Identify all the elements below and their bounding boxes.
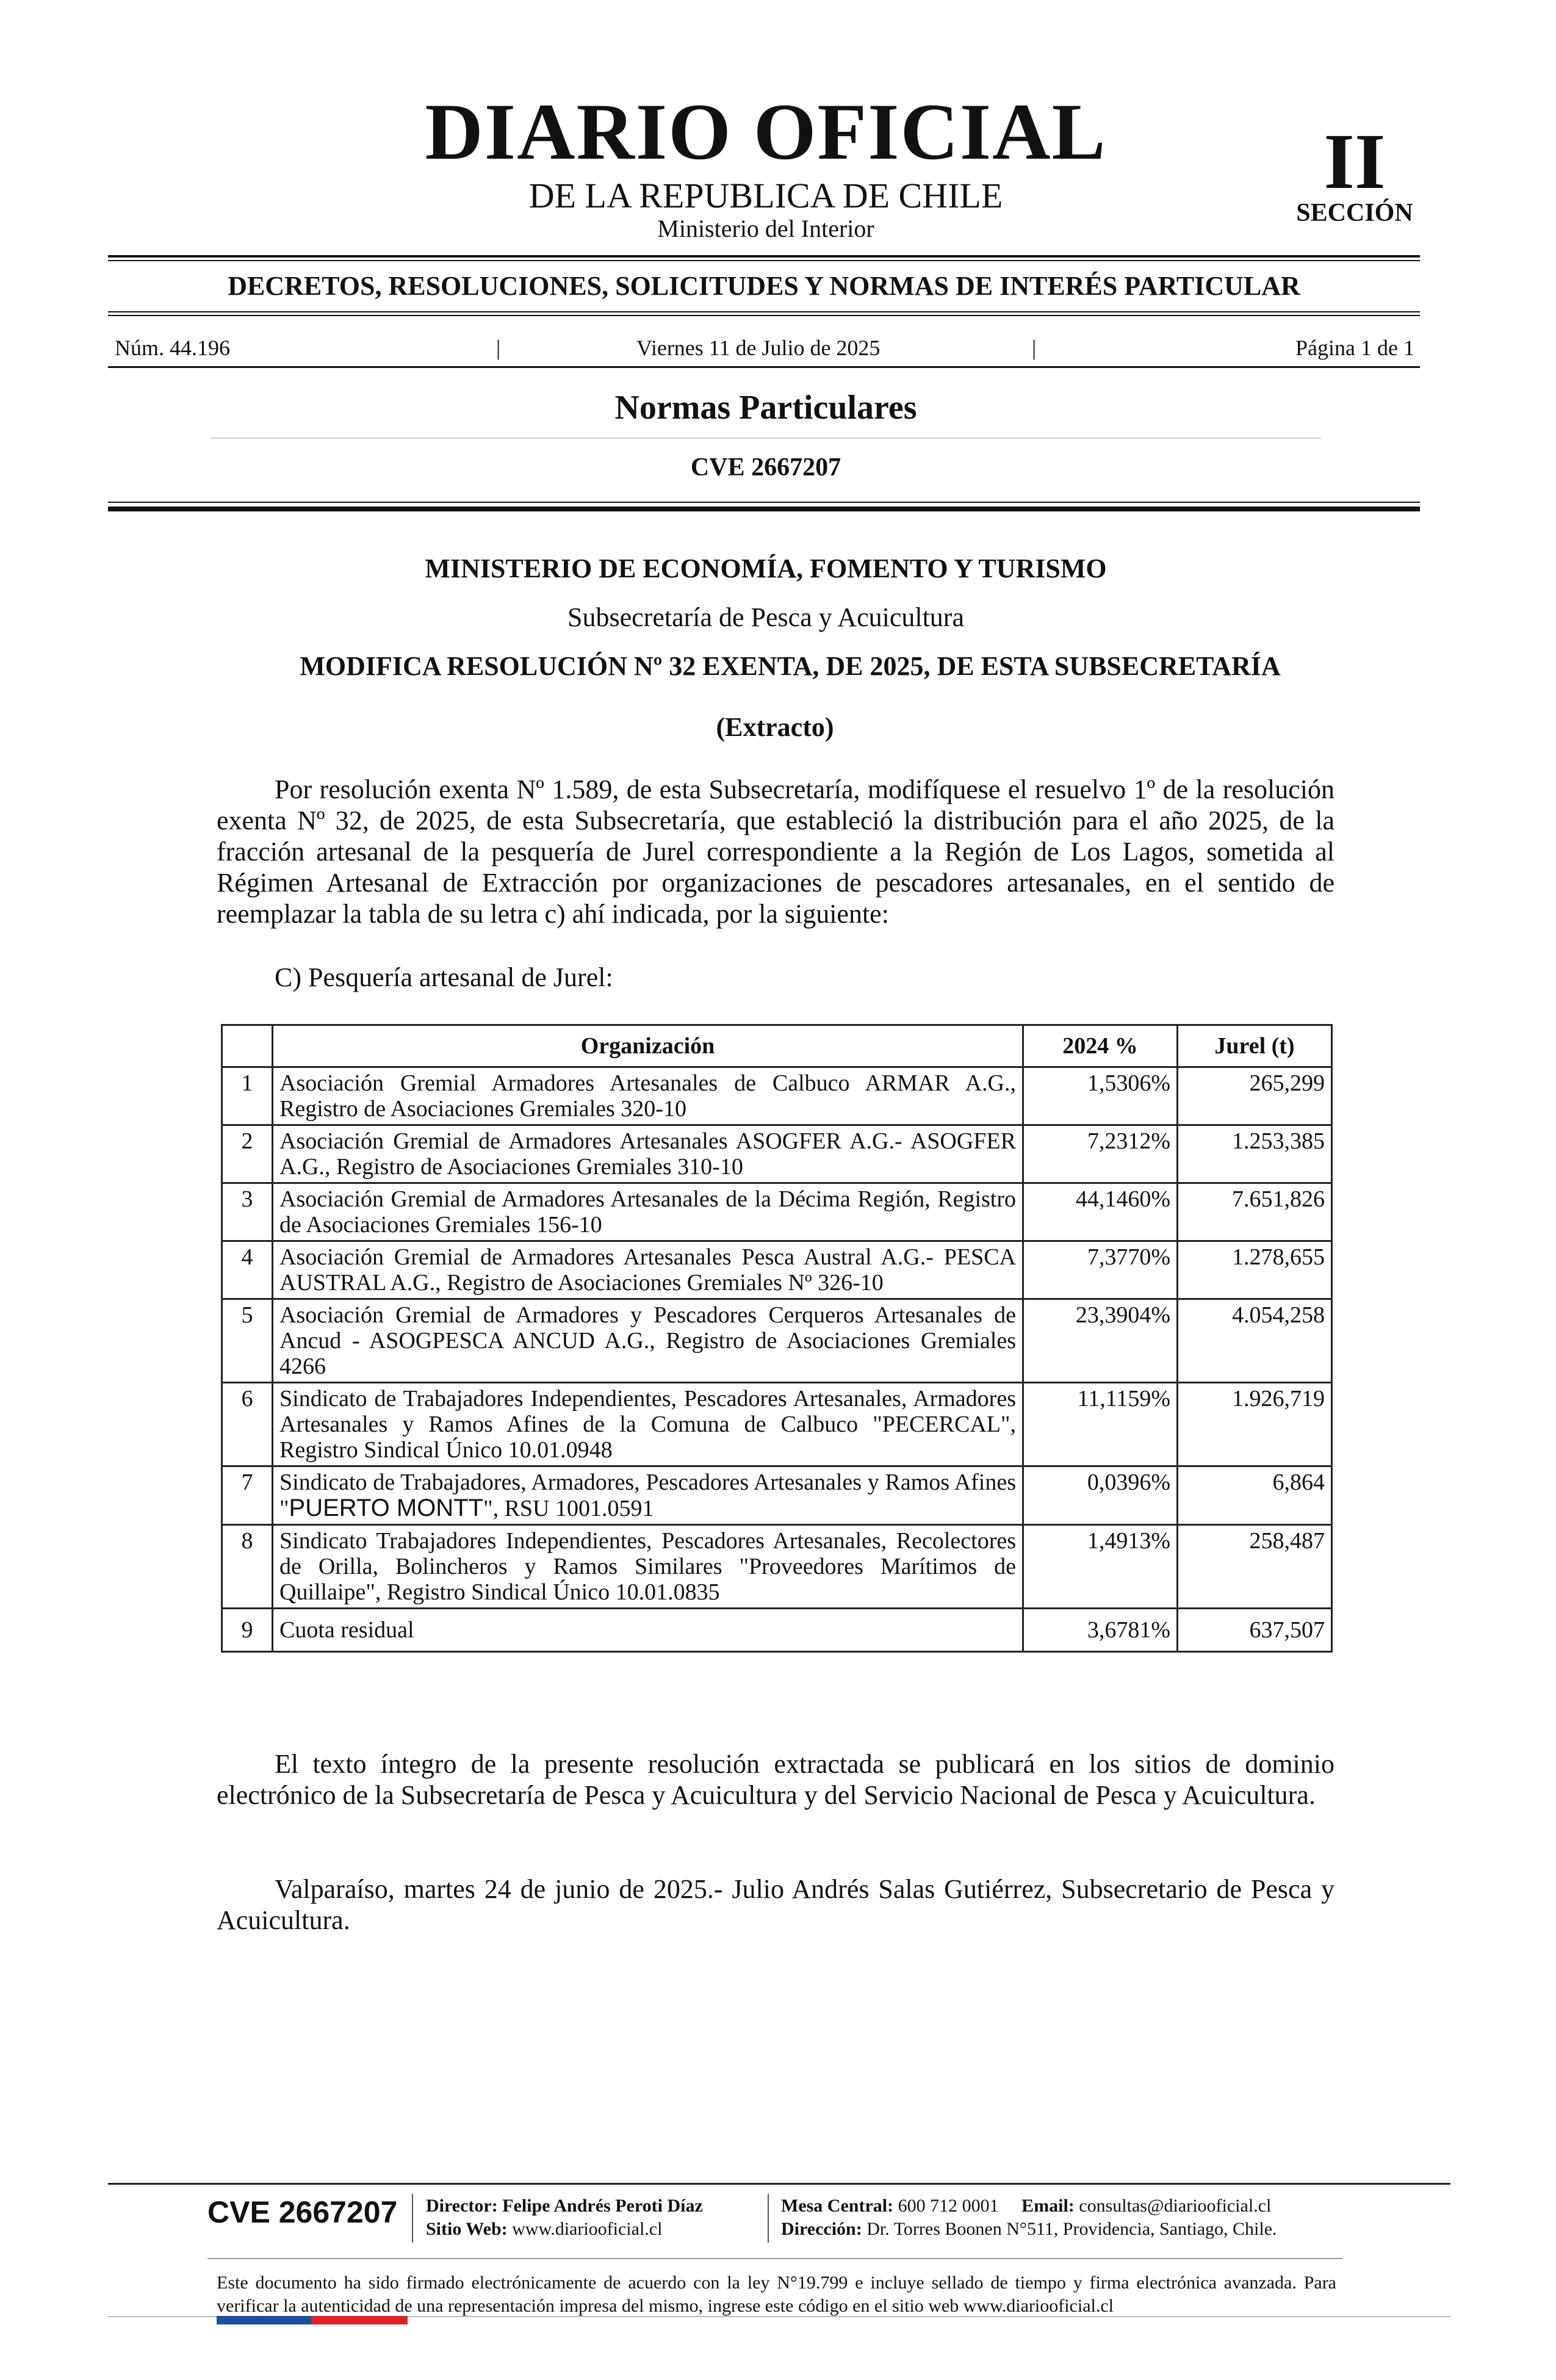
email-label: Email: — [1021, 2196, 1075, 2216]
table-row — [222, 1183, 1332, 1241]
resolution-title: MODIFICA RESOLUCIÓN Nº 32 EXENTA, DE 2025, DE ESTA SUBSECRETARÍA — [300, 651, 1281, 681]
header-percent: 2024 % — [1023, 1025, 1178, 1067]
row-organization: Asociación Gremial de Armadores Artesanales de la Décima Región, Registro de Asociaciones Gremiales 156-10 — [273, 1183, 1023, 1241]
row-index: 1 — [222, 1067, 273, 1125]
cve-rule — [108, 502, 1420, 503]
footer-director-block — [426, 2194, 703, 2241]
ministry-heading: MINISTERIO DE ECONOMÍA, FOMENTO Y TURISMO — [425, 554, 1107, 583]
paragraph-signature: Valparaíso, martes 24 de junio de 2025.- Julio Andrés Salas Gutiérrez, Subsecretario de Pesca y Acuicultura. — [217, 1874, 1334, 1935]
email-link[interactable]: consultas@diariooficial.cl — [1079, 2196, 1272, 2216]
row-index: 7 — [222, 1466, 273, 1525]
masthead-subtitle: DE LA REPUBLICA DE CHILE — [528, 176, 1003, 215]
row-index: 9 — [222, 1609, 273, 1652]
address-label: Dirección: — [781, 2219, 862, 2239]
address: Dr. Torres Boonen N°511, Providencia, Santiago, Chile. — [866, 2219, 1277, 2239]
row-jurel: 1.253,385 — [1178, 1125, 1332, 1183]
masthead-title: DIARIO OFICIAL — [425, 87, 1107, 176]
extracto-label: (Extracto) — [716, 712, 834, 742]
row-percent: 7,3770% — [1023, 1241, 1178, 1299]
row-organization: Cuota residual — [273, 1609, 1023, 1652]
row-percent: 0,0396% — [1023, 1466, 1178, 1525]
row-percent: 3,6781% — [1023, 1609, 1178, 1652]
row-index: 4 — [222, 1241, 273, 1299]
row-index: 8 — [222, 1525, 273, 1609]
allocation-table — [221, 1024, 1333, 1653]
row-percent: 11,1159% — [1023, 1383, 1178, 1466]
header-rule-top-thin — [108, 260, 1420, 261]
row-index: 3 — [222, 1183, 273, 1241]
normas-divider — [211, 438, 1321, 439]
header-organizacion: Organización — [273, 1025, 1023, 1067]
footer-legal-notice: Este documento ha sido firmado electrónicamente de acuerdo con la ley N°19.799 e incluye sellado de tiempo y firma electrónica avanzada. Para verificar la autenticidad de una representación impresa del mismo, ingrese este código en el sitio web www.diariooficial.cl — [217, 2273, 1336, 2316]
row-organization: Asociación Gremial de Armadores Artesanales ASOGFER A.G.- ASOGFER A.G., Registro de Asociaciones Gremiales 310-10 — [273, 1125, 1023, 1183]
table-row — [222, 1466, 1332, 1525]
row-index: 6 — [222, 1383, 273, 1466]
row-jurel: 6,864 — [1178, 1466, 1332, 1525]
table-header-row — [222, 1025, 1332, 1067]
section-label: SECCIÓN — [1296, 199, 1413, 227]
row-jurel: 1.278,655 — [1178, 1241, 1332, 1299]
row-index: 5 — [222, 1299, 273, 1383]
masthead-ministry: Ministerio del Interior — [657, 215, 874, 242]
row-organization: Sindicato de Trabajadores Independientes, Pescadores Artesanales, Armadores Artesanales y Ramos Afines de la Comuna de Calbuco "PECERCAL", Registro Sindical Único 10.01.0948 — [273, 1383, 1023, 1466]
row-jurel: 4.054,258 — [1178, 1299, 1332, 1383]
header-rule-top — [108, 255, 1420, 258]
cve-rule-thick — [108, 507, 1420, 511]
table-row — [222, 1067, 1332, 1125]
paragraph-intro: Por resolución exenta Nº 1.589, de esta Subsecretaría, modifíquese el resuelvo 1º de la resolución exenta Nº 32, de 2025, de esta Subsecretaría, que estableció la distribución para el año 2025, de la fracción artesanal de la pesquería de Jurel correspondiente a la Región de Los Lagos, sometida al Régimen Artesanal de Extracción por organizaciones de pescadores artesanales, en el sentido de reemplazar la tabla de su letra c) ahí indicada, por la siguiente: — [217, 774, 1334, 929]
table-row — [222, 1125, 1332, 1183]
row-organization: Asociación Gremial de Armadores Artesanales Pesca Austral A.G.- PESCA AUSTRAL A.G., Registro de Asociaciones Gremiales Nº 326-10 — [273, 1241, 1023, 1299]
row-jurel: 258,487 — [1178, 1525, 1332, 1609]
page-count: Página 1 de 1 — [1295, 336, 1414, 360]
footer-rule — [108, 2183, 1450, 2185]
flag-bar-red — [311, 2316, 408, 2324]
site-link[interactable]: www.diariooficial.cl — [512, 2219, 663, 2239]
table-row — [222, 1299, 1332, 1383]
footer-divider — [768, 2194, 769, 2243]
footer-cve-code: CVE 2667207 — [207, 2195, 398, 2229]
issue-number: Núm. 44.196 — [115, 336, 230, 360]
normas-title: Normas Particulares — [614, 389, 917, 427]
footer-divider — [412, 2194, 413, 2243]
row-percent: 7,2312% — [1023, 1125, 1178, 1183]
row-organization-part: Sindicato de Trabajadores, Armadores, Pescadores Artesanales y Ramos Afines " — [279, 1469, 1016, 1521]
table-row — [222, 1383, 1332, 1466]
mesa-phone: 600 712 0001 — [898, 2196, 999, 2216]
row-jurel: 265,299 — [1178, 1067, 1332, 1125]
row-organization-part: PUERTO MONTT — [289, 1495, 484, 1521]
row-percent: 44,1460% — [1023, 1183, 1178, 1241]
row-percent: 1,4913% — [1023, 1525, 1178, 1609]
row-organization: Sindicato Trabajadores Independientes, Pescadores Artesanales, Recolectores de Orilla, Bolincheros y Ramos Similares "Proveedores Marítimos de Quillaipe", Registro Sindical Único 10.01.0835 — [273, 1525, 1023, 1609]
row-organization — [273, 1466, 1023, 1525]
header-rule-mid-2 — [108, 315, 1420, 316]
section-number: II — [1324, 118, 1386, 206]
issue-meta-row — [115, 336, 1414, 360]
meta-separator: | — [496, 336, 501, 360]
meta-separator: | — [1032, 336, 1037, 360]
footer-inner-rule — [207, 2258, 1342, 2259]
row-organization-part: ", RSU 1001.0591 — [483, 1496, 654, 1521]
director-label: Director: — [426, 2196, 498, 2216]
director-name: Felipe Andrés Peroti Díaz — [502, 2196, 703, 2216]
header-rule-mid — [108, 311, 1420, 312]
paragraph-publication: El texto íntegro de la presente resolución extractada se publicará en los sitios de dominio electrónico de la Subsecretaría de Pesca y Acuicultura y del Servicio Nacional de Pesca y Acuicultura. — [217, 1749, 1334, 1810]
meta-rule — [108, 366, 1420, 368]
subsecretaria: Subsecretaría de Pesca y Acuicultura — [567, 602, 964, 632]
header-index — [222, 1025, 273, 1067]
table-row — [222, 1525, 1332, 1609]
header-jurel: Jurel (t) — [1178, 1025, 1332, 1067]
row-percent: 23,3904% — [1023, 1299, 1178, 1383]
site-label: Sitio Web: — [426, 2219, 508, 2239]
mesa-label: Mesa Central: — [781, 2196, 894, 2216]
flag-bar-blue — [217, 2316, 311, 2324]
row-organization: Asociación Gremial Armadores Artesanales de Calbuco ARMAR A.G., Registro de Asociaciones Gremiales 320-10 — [273, 1067, 1023, 1125]
issue-date: Viernes 11 de Julio de 2025 — [636, 336, 881, 360]
footer-contact-block — [781, 2194, 1277, 2241]
table-row — [222, 1241, 1332, 1299]
row-percent: 1,5306% — [1023, 1067, 1178, 1125]
row-jurel: 637,507 — [1178, 1609, 1332, 1652]
section-heading: DECRETOS, RESOLUCIONES, SOLICITUDES Y NORMAS DE INTERÉS PARTICULAR — [228, 271, 1300, 301]
row-index: 2 — [222, 1125, 273, 1183]
table-row — [222, 1609, 1332, 1652]
cve-code: CVE 2667207 — [690, 453, 841, 481]
table-caption: C) Pesquería artesanal de Jurel: — [275, 962, 613, 992]
row-organization: Asociación Gremial de Armadores y Pescadores Cerqueros Artesanales de Ancud - ASOGPESCA ANCUD A.G., Registro de Asociaciones Gremiales 4266 — [273, 1299, 1023, 1383]
row-jurel: 1.926,719 — [1178, 1383, 1332, 1466]
row-jurel: 7.651,826 — [1178, 1183, 1332, 1241]
